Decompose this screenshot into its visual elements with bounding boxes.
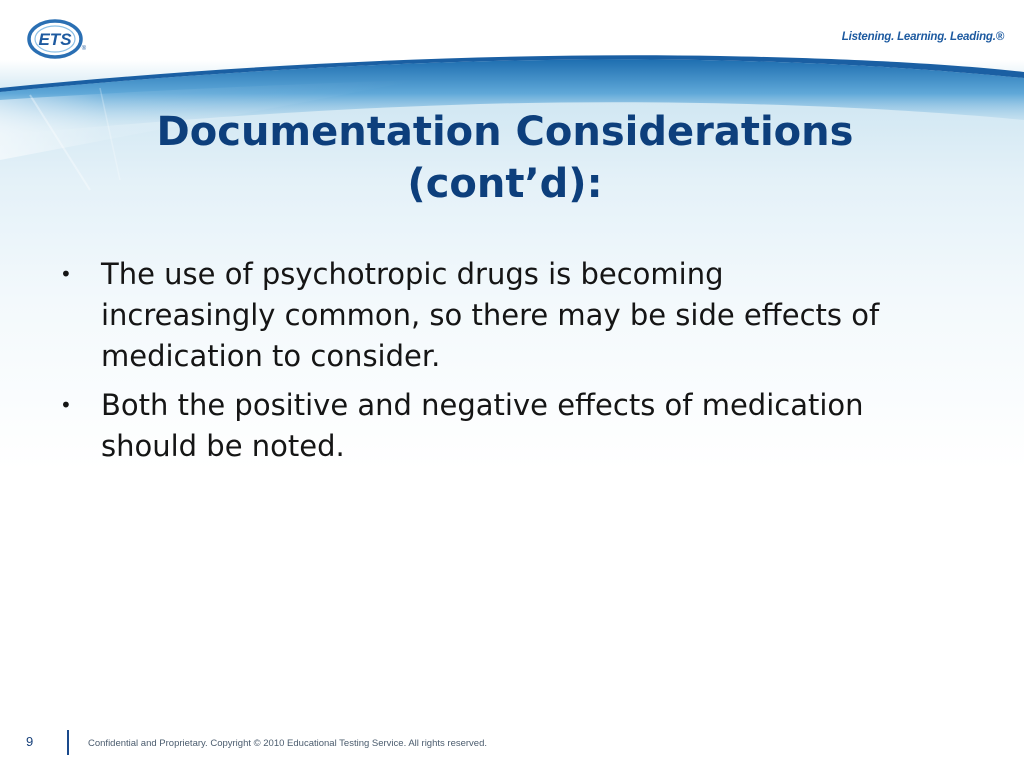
copyright-notice: Confidential and Proprietary. Copyright © 2010 Educational Testing Service. All rights reserved. bbox=[88, 738, 487, 749]
slide-title-line-1: Documentation Considerations bbox=[156, 109, 854, 155]
bullet-item bbox=[58, 385, 888, 467]
slide-title bbox=[90, 106, 920, 210]
ets-logo[interactable] bbox=[24, 16, 88, 62]
logo-registered-mark: ® bbox=[81, 46, 87, 52]
tagline: Listening. Learning. Leading.® bbox=[841, 31, 1004, 43]
bullet-list bbox=[58, 254, 888, 475]
bullet-icon: • bbox=[60, 262, 72, 286]
slide-title-line-2: (cont’d): bbox=[407, 161, 603, 207]
logo-text: ETS bbox=[38, 30, 72, 49]
footer-divider bbox=[67, 730, 69, 755]
page-number: 9 bbox=[26, 734, 34, 749]
bullet-text: The use of psychotropic drugs is becoming increasingly common, so there may be side effects of medication to consider. bbox=[101, 257, 880, 373]
bullet-item bbox=[58, 254, 888, 377]
bullet-icon: • bbox=[60, 393, 72, 417]
bullet-text: Both the positive and negative effects of medication should be noted. bbox=[101, 388, 864, 463]
